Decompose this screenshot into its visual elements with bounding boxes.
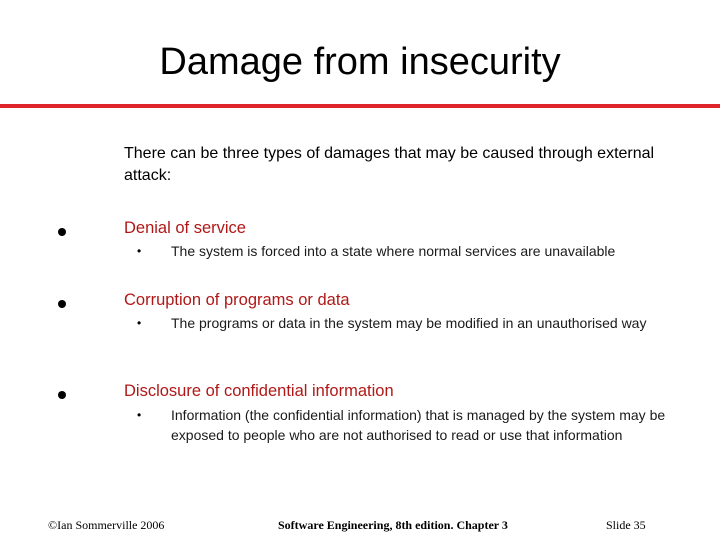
bullet-icon xyxy=(58,391,66,399)
bullet-icon xyxy=(58,300,66,308)
detail-disclosure: Information (the confidential information) that is managed by the system may be exposed to people who are not authorised to read or use that information xyxy=(171,407,666,443)
heading-corruption: Corruption of programs or data xyxy=(124,291,350,309)
detail-denial-of-service: The system is forced into a state where normal services are unavailable xyxy=(171,243,616,259)
heading-disclosure: Disclosure of confidential information xyxy=(124,382,394,400)
sub-bullet-icon: • xyxy=(137,244,142,258)
detail-corruption: The programs or data in the system may be modified in an unauthorised way xyxy=(171,315,647,331)
footer-slide-number: Slide 35 xyxy=(606,518,646,532)
sub-bullet-icon: • xyxy=(137,316,142,330)
slide-title: Damage from insecurity xyxy=(159,41,561,83)
sub-bullet-icon: • xyxy=(137,408,142,422)
footer-copyright: ©Ian Sommerville 2006 xyxy=(48,518,165,532)
bullet-icon xyxy=(58,228,66,236)
heading-denial-of-service: Denial of service xyxy=(124,219,246,237)
intro-text: There can be three types of damages that may be caused through external attack: xyxy=(124,145,655,184)
footer-book-title: Software Engineering, 8th edition. Chapter 3 xyxy=(278,518,508,532)
title-divider xyxy=(0,104,720,108)
